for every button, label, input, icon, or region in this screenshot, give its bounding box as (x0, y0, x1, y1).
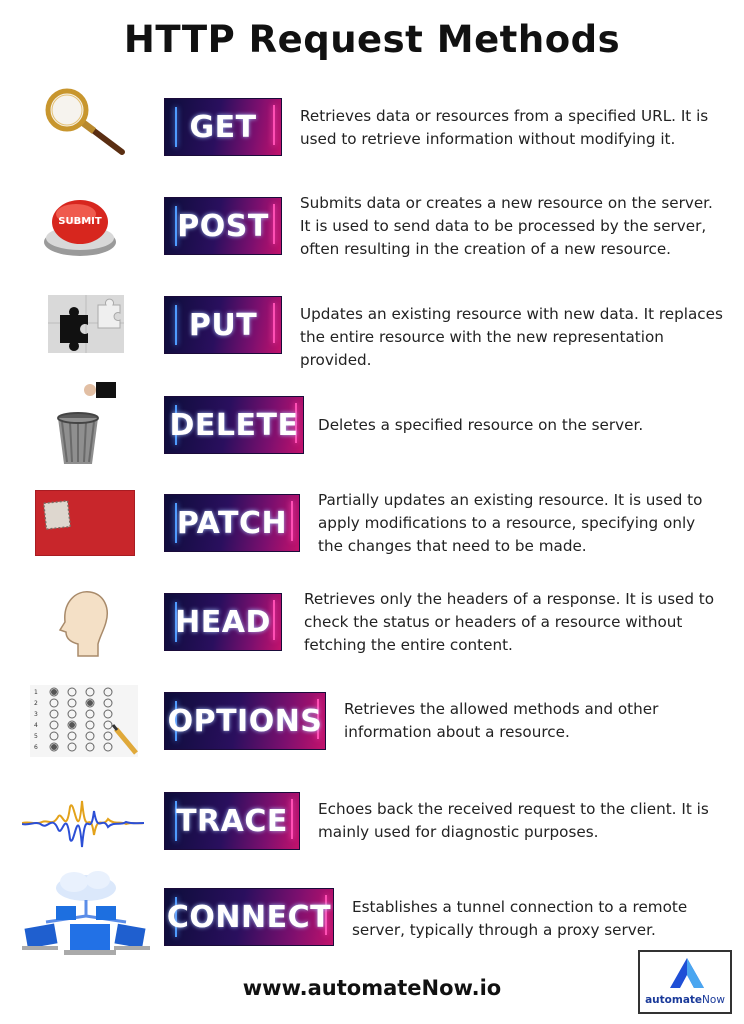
svg-text:4: 4 (34, 722, 38, 729)
trash-bin-icon (52, 380, 120, 468)
method-badge-trace (165, 793, 299, 849)
svg-text:5: 5 (34, 733, 38, 740)
method-badge-delete (165, 397, 303, 453)
head-profile-icon (56, 588, 110, 658)
svg-text:2: 2 (34, 700, 38, 707)
method-name-connect: CONNECT (166, 899, 332, 935)
method-description-put: Updates an existing resource with new data. It replaces the entire resource with the new representation provided. (300, 305, 723, 369)
svg-text:3: 3 (34, 711, 38, 718)
method-badge-patch (165, 495, 299, 551)
method-description-options: Retrieves the allowed methods and other information about a resource. (344, 700, 659, 741)
puzzle-icon (48, 295, 124, 353)
website-url[interactable]: www.automateNow.io (242, 976, 502, 1000)
method-name-get: GET (189, 109, 257, 145)
method-name-post: POST (177, 208, 269, 244)
method-description-post: Submits data or creates a new resource on the server. It is used to send data to be processed by the server, often resulting in the creation of a new resource. (300, 194, 713, 258)
method-name-patch: PATCH (176, 505, 288, 541)
logo-wordmark (640, 994, 730, 1006)
logo-text-bold: automate (645, 994, 703, 1006)
method-badge-head (165, 594, 281, 650)
method-description-head: Retrieves only the headers of a response. It is used to check the status or headers of a resource without fetching the entire content. (304, 590, 715, 654)
answer-sheet-icon (30, 685, 138, 757)
method-description-get: Retrieves data or resources from a specified URL. It is used to retrieve information without modifying it. (300, 107, 709, 148)
method-name-options: OPTIONS (167, 703, 323, 739)
method-badge-post (165, 198, 281, 254)
method-description-trace: Echoes back the received request to the client. It is mainly used for diagnostic purposes. (318, 800, 709, 841)
method-description-delete: Deletes a specified resource on the server. (318, 416, 644, 434)
submit-button-icon (42, 192, 120, 260)
automatenow-logo-icon (670, 958, 704, 990)
method-name-head: HEAD (175, 604, 271, 640)
method-description-patch: Partially updates an existing resource. It is used to apply modifications to a resource, specifying only the changes that need to be made. (318, 491, 703, 555)
waveform-icon (22, 795, 144, 851)
method-badge-options (165, 693, 325, 749)
method-name-trace: TRACE (176, 803, 288, 839)
page-title: HTTP Request Methods (123, 18, 621, 61)
method-description-connect: Establishes a tunnel connection to a remote server, typically through a proxy server. (352, 898, 688, 939)
method-name-delete: DELETE (169, 407, 299, 443)
submit-text: SUBMIT (58, 216, 102, 227)
method-badge-get (165, 99, 281, 155)
network-cloud-icon (16, 870, 152, 960)
method-badge-put (165, 297, 281, 353)
svg-text:6: 6 (34, 744, 38, 751)
svg-text:1: 1 (34, 689, 38, 696)
logo-text-rest: Now (702, 994, 725, 1006)
magnifying-glass-icon (40, 88, 130, 158)
method-name-put: PUT (188, 307, 258, 343)
brand-logo (638, 950, 732, 1014)
method-badge-connect (165, 889, 333, 945)
fabric-patch-icon (35, 490, 135, 556)
